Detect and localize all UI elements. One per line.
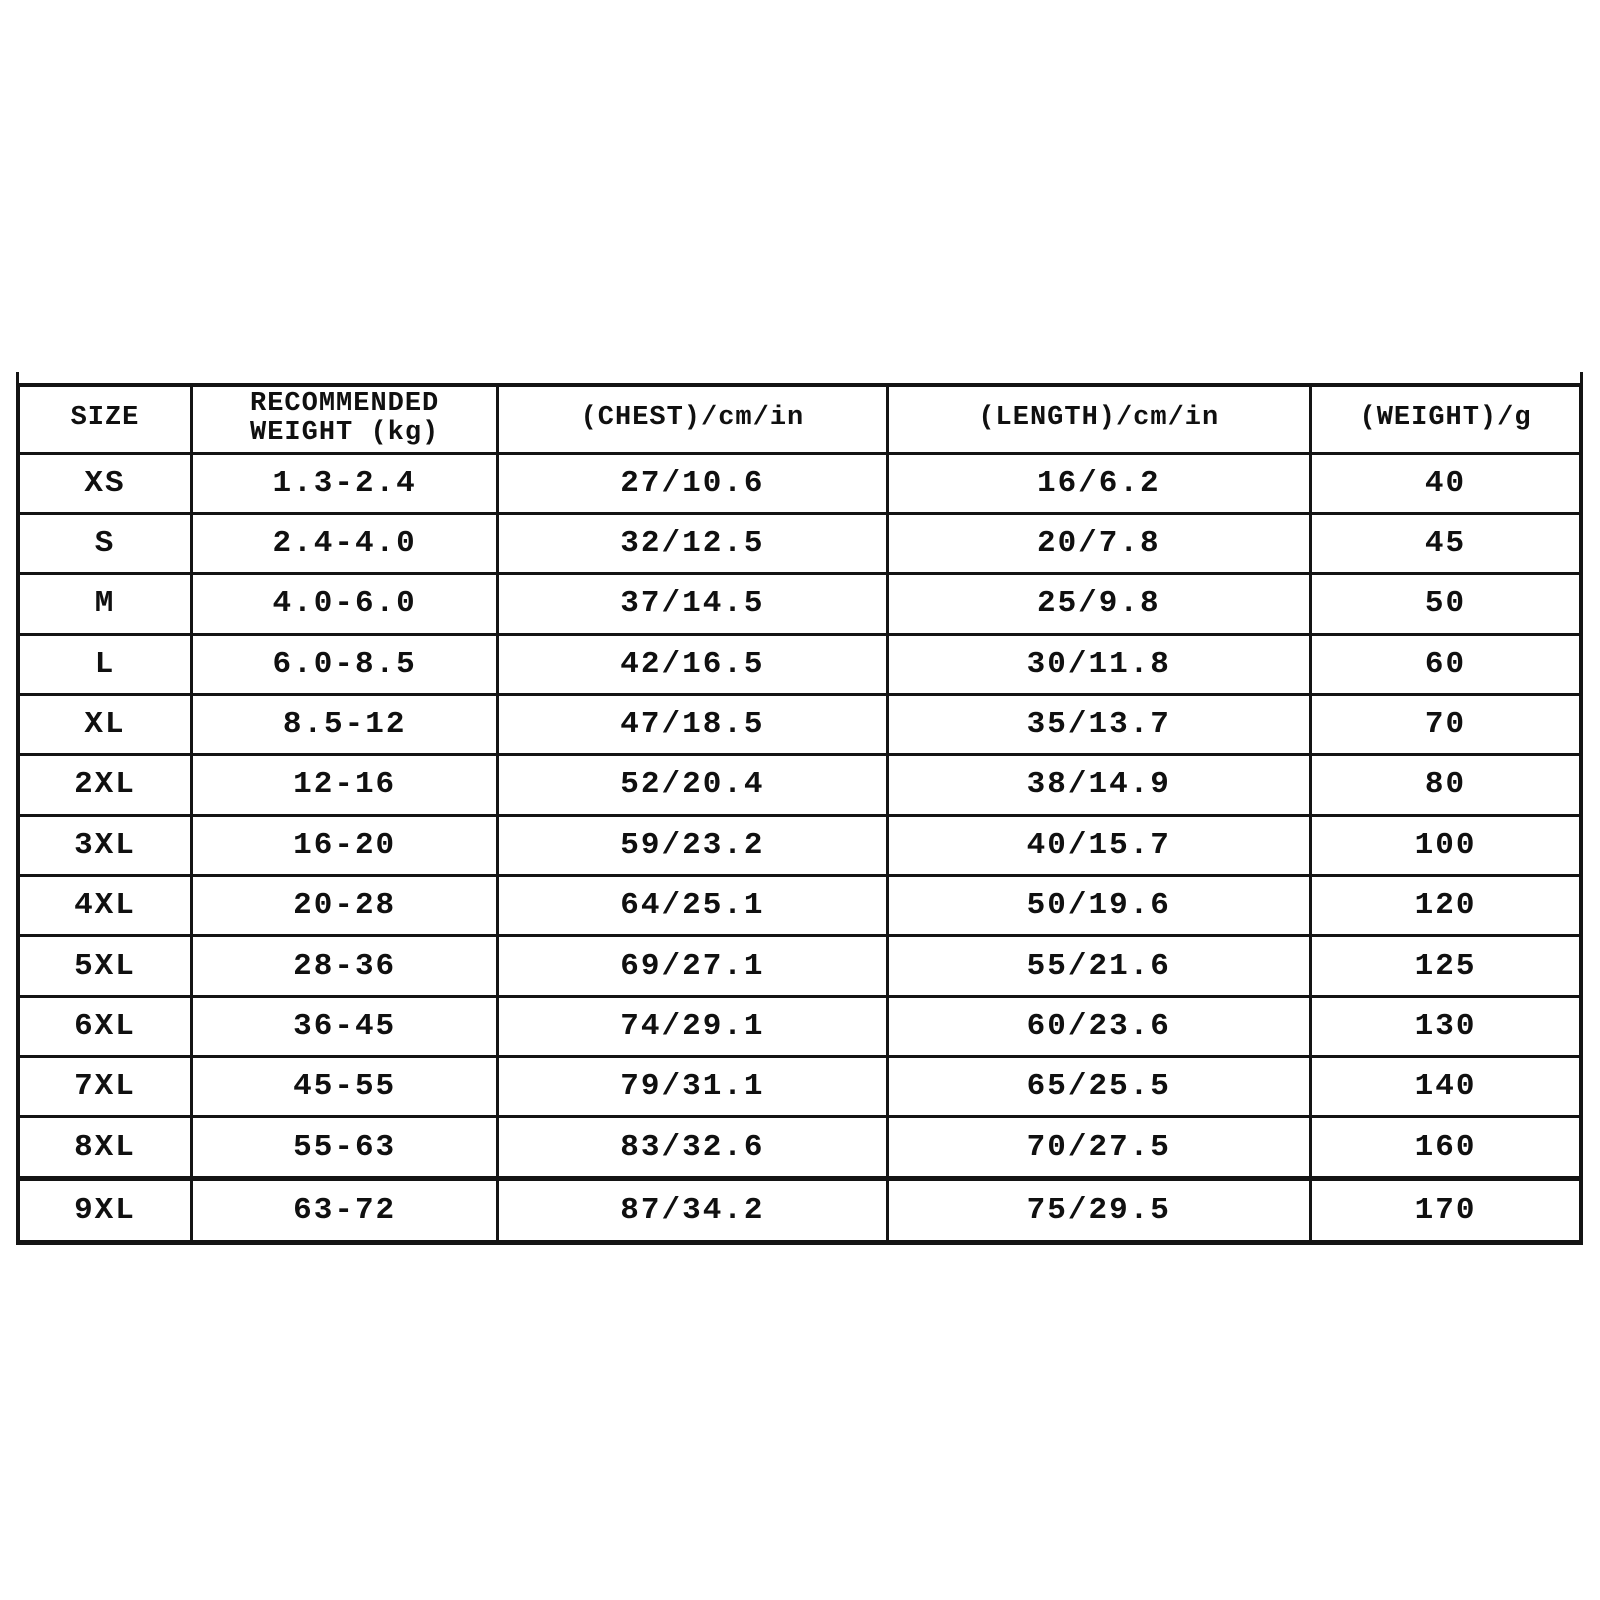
cell-chest: 32/12.5	[498, 513, 887, 573]
cell-recommended-weight: 8.5-12	[191, 694, 497, 754]
cell-weight-g: 40	[1311, 453, 1581, 513]
cell-length: 50/19.6	[887, 876, 1311, 936]
cell-recommended-weight: 28-36	[191, 936, 497, 996]
table-row	[18, 936, 1581, 996]
cell-size: 9XL	[18, 1179, 191, 1243]
cell-weight-g: 170	[1311, 1179, 1581, 1243]
column-header-weight-g: (WEIGHT)/g	[1311, 385, 1581, 453]
cell-size: M	[18, 574, 191, 634]
cell-recommended-weight: 4.0-6.0	[191, 574, 497, 634]
table-row	[18, 755, 1581, 815]
table-row	[18, 513, 1581, 573]
cell-length: 38/14.9	[887, 755, 1311, 815]
table-row	[18, 1117, 1581, 1179]
cell-recommended-weight: 36-45	[191, 996, 497, 1056]
cell-weight-g: 60	[1311, 634, 1581, 694]
cell-recommended-weight: 55-63	[191, 1117, 497, 1179]
cell-chest: 74/29.1	[498, 996, 887, 1056]
cell-recommended-weight: 63-72	[191, 1179, 497, 1243]
cell-weight-g: 120	[1311, 876, 1581, 936]
table-header	[18, 385, 1581, 453]
cell-size: XS	[18, 453, 191, 513]
cell-size: 4XL	[18, 876, 191, 936]
column-header-chest: (CHEST)/cm/in	[498, 385, 887, 453]
cell-weight-g: 125	[1311, 936, 1581, 996]
table-row	[18, 1179, 1581, 1243]
size-chart-table	[16, 383, 1583, 1245]
cell-recommended-weight: 16-20	[191, 815, 497, 875]
cell-chest: 64/25.1	[498, 876, 887, 936]
header-row	[18, 385, 1581, 453]
cell-length: 16/6.2	[887, 453, 1311, 513]
cell-size: S	[18, 513, 191, 573]
cell-length: 35/13.7	[887, 694, 1311, 754]
cell-recommended-weight: 12-16	[191, 755, 497, 815]
cell-weight-g: 140	[1311, 1057, 1581, 1117]
cell-weight-g: 70	[1311, 694, 1581, 754]
cell-size: 2XL	[18, 755, 191, 815]
cell-length: 60/23.6	[887, 996, 1311, 1056]
cell-recommended-weight: 2.4-4.0	[191, 513, 497, 573]
cell-weight-g: 50	[1311, 574, 1581, 634]
cell-weight-g: 130	[1311, 996, 1581, 1056]
table-row	[18, 694, 1581, 754]
cell-size: 6XL	[18, 996, 191, 1056]
cell-size: 7XL	[18, 1057, 191, 1117]
cell-chest: 59/23.2	[498, 815, 887, 875]
column-header-recommended-weight: RECOMMENDED WEIGHT (kg)	[191, 385, 497, 453]
cell-recommended-weight: 45-55	[191, 1057, 497, 1117]
cell-length: 65/25.5	[887, 1057, 1311, 1117]
table-row	[18, 996, 1581, 1056]
cell-weight-g: 100	[1311, 815, 1581, 875]
cell-length: 55/21.6	[887, 936, 1311, 996]
cell-size: 3XL	[18, 815, 191, 875]
cell-size: 8XL	[18, 1117, 191, 1179]
cell-chest: 83/32.6	[498, 1117, 887, 1179]
cell-chest: 37/14.5	[498, 574, 887, 634]
cell-weight-g: 160	[1311, 1117, 1581, 1179]
table-row	[18, 453, 1581, 513]
table-row	[18, 876, 1581, 936]
cell-length: 20/7.8	[887, 513, 1311, 573]
cell-length: 75/29.5	[887, 1179, 1311, 1243]
cell-chest: 52/20.4	[498, 755, 887, 815]
cell-weight-g: 80	[1311, 755, 1581, 815]
cell-length: 70/27.5	[887, 1117, 1311, 1179]
table-row	[18, 574, 1581, 634]
column-header-length: (LENGTH)/cm/in	[887, 385, 1311, 453]
cell-chest: 42/16.5	[498, 634, 887, 694]
cell-size: XL	[18, 694, 191, 754]
cell-length: 40/15.7	[887, 815, 1311, 875]
cell-recommended-weight: 6.0-8.5	[191, 634, 497, 694]
cell-chest: 27/10.6	[498, 453, 887, 513]
cell-chest: 79/31.1	[498, 1057, 887, 1117]
cell-chest: 47/18.5	[498, 694, 887, 754]
cell-recommended-weight: 20-28	[191, 876, 497, 936]
table-row	[18, 634, 1581, 694]
column-header-size: SIZE	[18, 385, 191, 453]
table-body	[18, 453, 1581, 1243]
cell-weight-g: 45	[1311, 513, 1581, 573]
table-row	[18, 815, 1581, 875]
cell-chest: 69/27.1	[498, 936, 887, 996]
cell-length: 30/11.8	[887, 634, 1311, 694]
cell-recommended-weight: 1.3-2.4	[191, 453, 497, 513]
table-row	[18, 1057, 1581, 1117]
cell-length: 25/9.8	[887, 574, 1311, 634]
cell-chest: 87/34.2	[498, 1179, 887, 1243]
cell-size: L	[18, 634, 191, 694]
cell-size: 5XL	[18, 936, 191, 996]
